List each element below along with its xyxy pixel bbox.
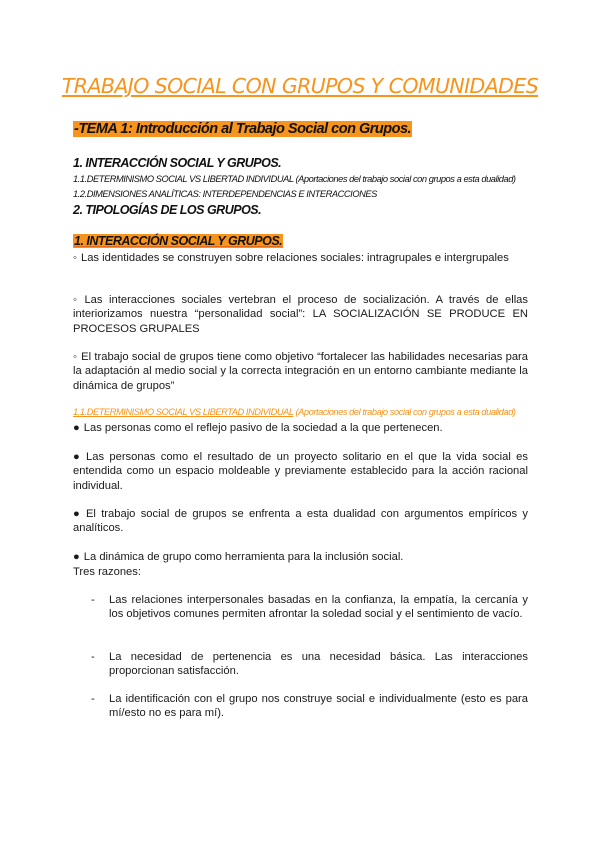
hollow-bullet-icon: ◦	[73, 351, 78, 363]
paragraph-identidades: ◦ Las identidades se construyen sobre relaciones sociales: intragrupales e intergrupales	[73, 252, 509, 264]
dash-bullet-icon: -	[91, 651, 95, 663]
section-1-1-heading: 1.1.DETERMINISMO SOCIAL VS LIBERTAD INDIVIDUAL (Aportaciones del trabajo social con grupos a esta dualidad)	[73, 407, 516, 417]
list-item: - Las relaciones interpersonales basadas en la confianza, la empatía, la cercanía y los objetivos comunes permiten afrontar la soledad social y el sentimiento de vacío.	[91, 594, 528, 621]
toc-item-1: 1. INTERACCIÓN SOCIAL Y GRUPOS.	[73, 156, 282, 170]
dash-bullet-icon: -	[91, 693, 95, 705]
list-item: - La necesidad de pertenencia es una necesidad básica. Las interacciones proporcionan satisfacción.	[91, 651, 528, 678]
filled-bullet-icon: ●	[73, 551, 80, 563]
reasons-intro: Tres razones:	[73, 566, 141, 578]
bullet-reflejo-pasivo: ● Las personas como el reflejo pasivo de la sociedad a la que pertenecen.	[73, 422, 443, 434]
bullet-proyecto-solitario: ● Las personas como el resultado de un proyecto solitario en el que la vida social es entendida como un espacio moldeable y previamente establecido para la acción racional individual.	[73, 451, 528, 492]
dash-bullet-icon: -	[91, 594, 95, 606]
list-item: - La identificación con el grupo nos construye social e individualmente (esto es para mí/esto no es para mí).	[91, 693, 528, 720]
paragraph-interacciones: ◦ Las interacciones sociales vertebran el proceso de socialización. A través de ellas interiorizamos nuestra “personalidad social”: LA SOCIALIZACIÓN SE PRODUCE EN PROCESOS GRUPALES	[73, 294, 528, 335]
hollow-bullet-icon: ◦	[73, 252, 77, 264]
toc-item-2: 2. TIPOLOGÍAS DE LOS GRUPOS.	[73, 203, 262, 217]
filled-bullet-icon: ●	[73, 422, 80, 434]
filled-bullet-icon: ●	[73, 451, 82, 463]
filled-bullet-icon: ●	[73, 508, 82, 520]
toc-item-1-1: 1.1.DETERMINISMO SOCIAL VS LIBERTAD INDIVIDUAL (Aportaciones del trabajo social con grupos a esta dualidad)	[73, 174, 516, 184]
toc-item-1-2: 1.2.DIMENSIONES ANALÍTICAS: INTERDEPENDENCIAS E INTERACCIONES	[73, 189, 377, 199]
paragraph-trabajo-social: ◦ El trabajo social de grupos tiene como objetivo “fortalecer las habilidades necesarias para la adaptación al medio social y la correcta integración en un entorno cambiante mediante la dinámica de grupos”	[73, 351, 528, 392]
tema-heading: -TEMA 1: Introducción al Trabajo Social con Grupos.	[74, 121, 412, 137]
bullet-dinamica-grupo: ● La dinámica de grupo como herramienta para la inclusión social.	[73, 551, 404, 563]
hollow-bullet-icon: ◦	[73, 294, 81, 306]
document-title: TRABAJO SOCIAL CON GRUPOS Y COMUNIDADES	[61, 74, 539, 98]
bullet-dualidad: ● El trabajo social de grupos se enfrenta a esta dualidad con argumentos empíricos y analíticos.	[73, 508, 528, 535]
section-1-heading: 1. INTERACCIÓN SOCIAL Y GRUPOS.	[74, 234, 283, 248]
